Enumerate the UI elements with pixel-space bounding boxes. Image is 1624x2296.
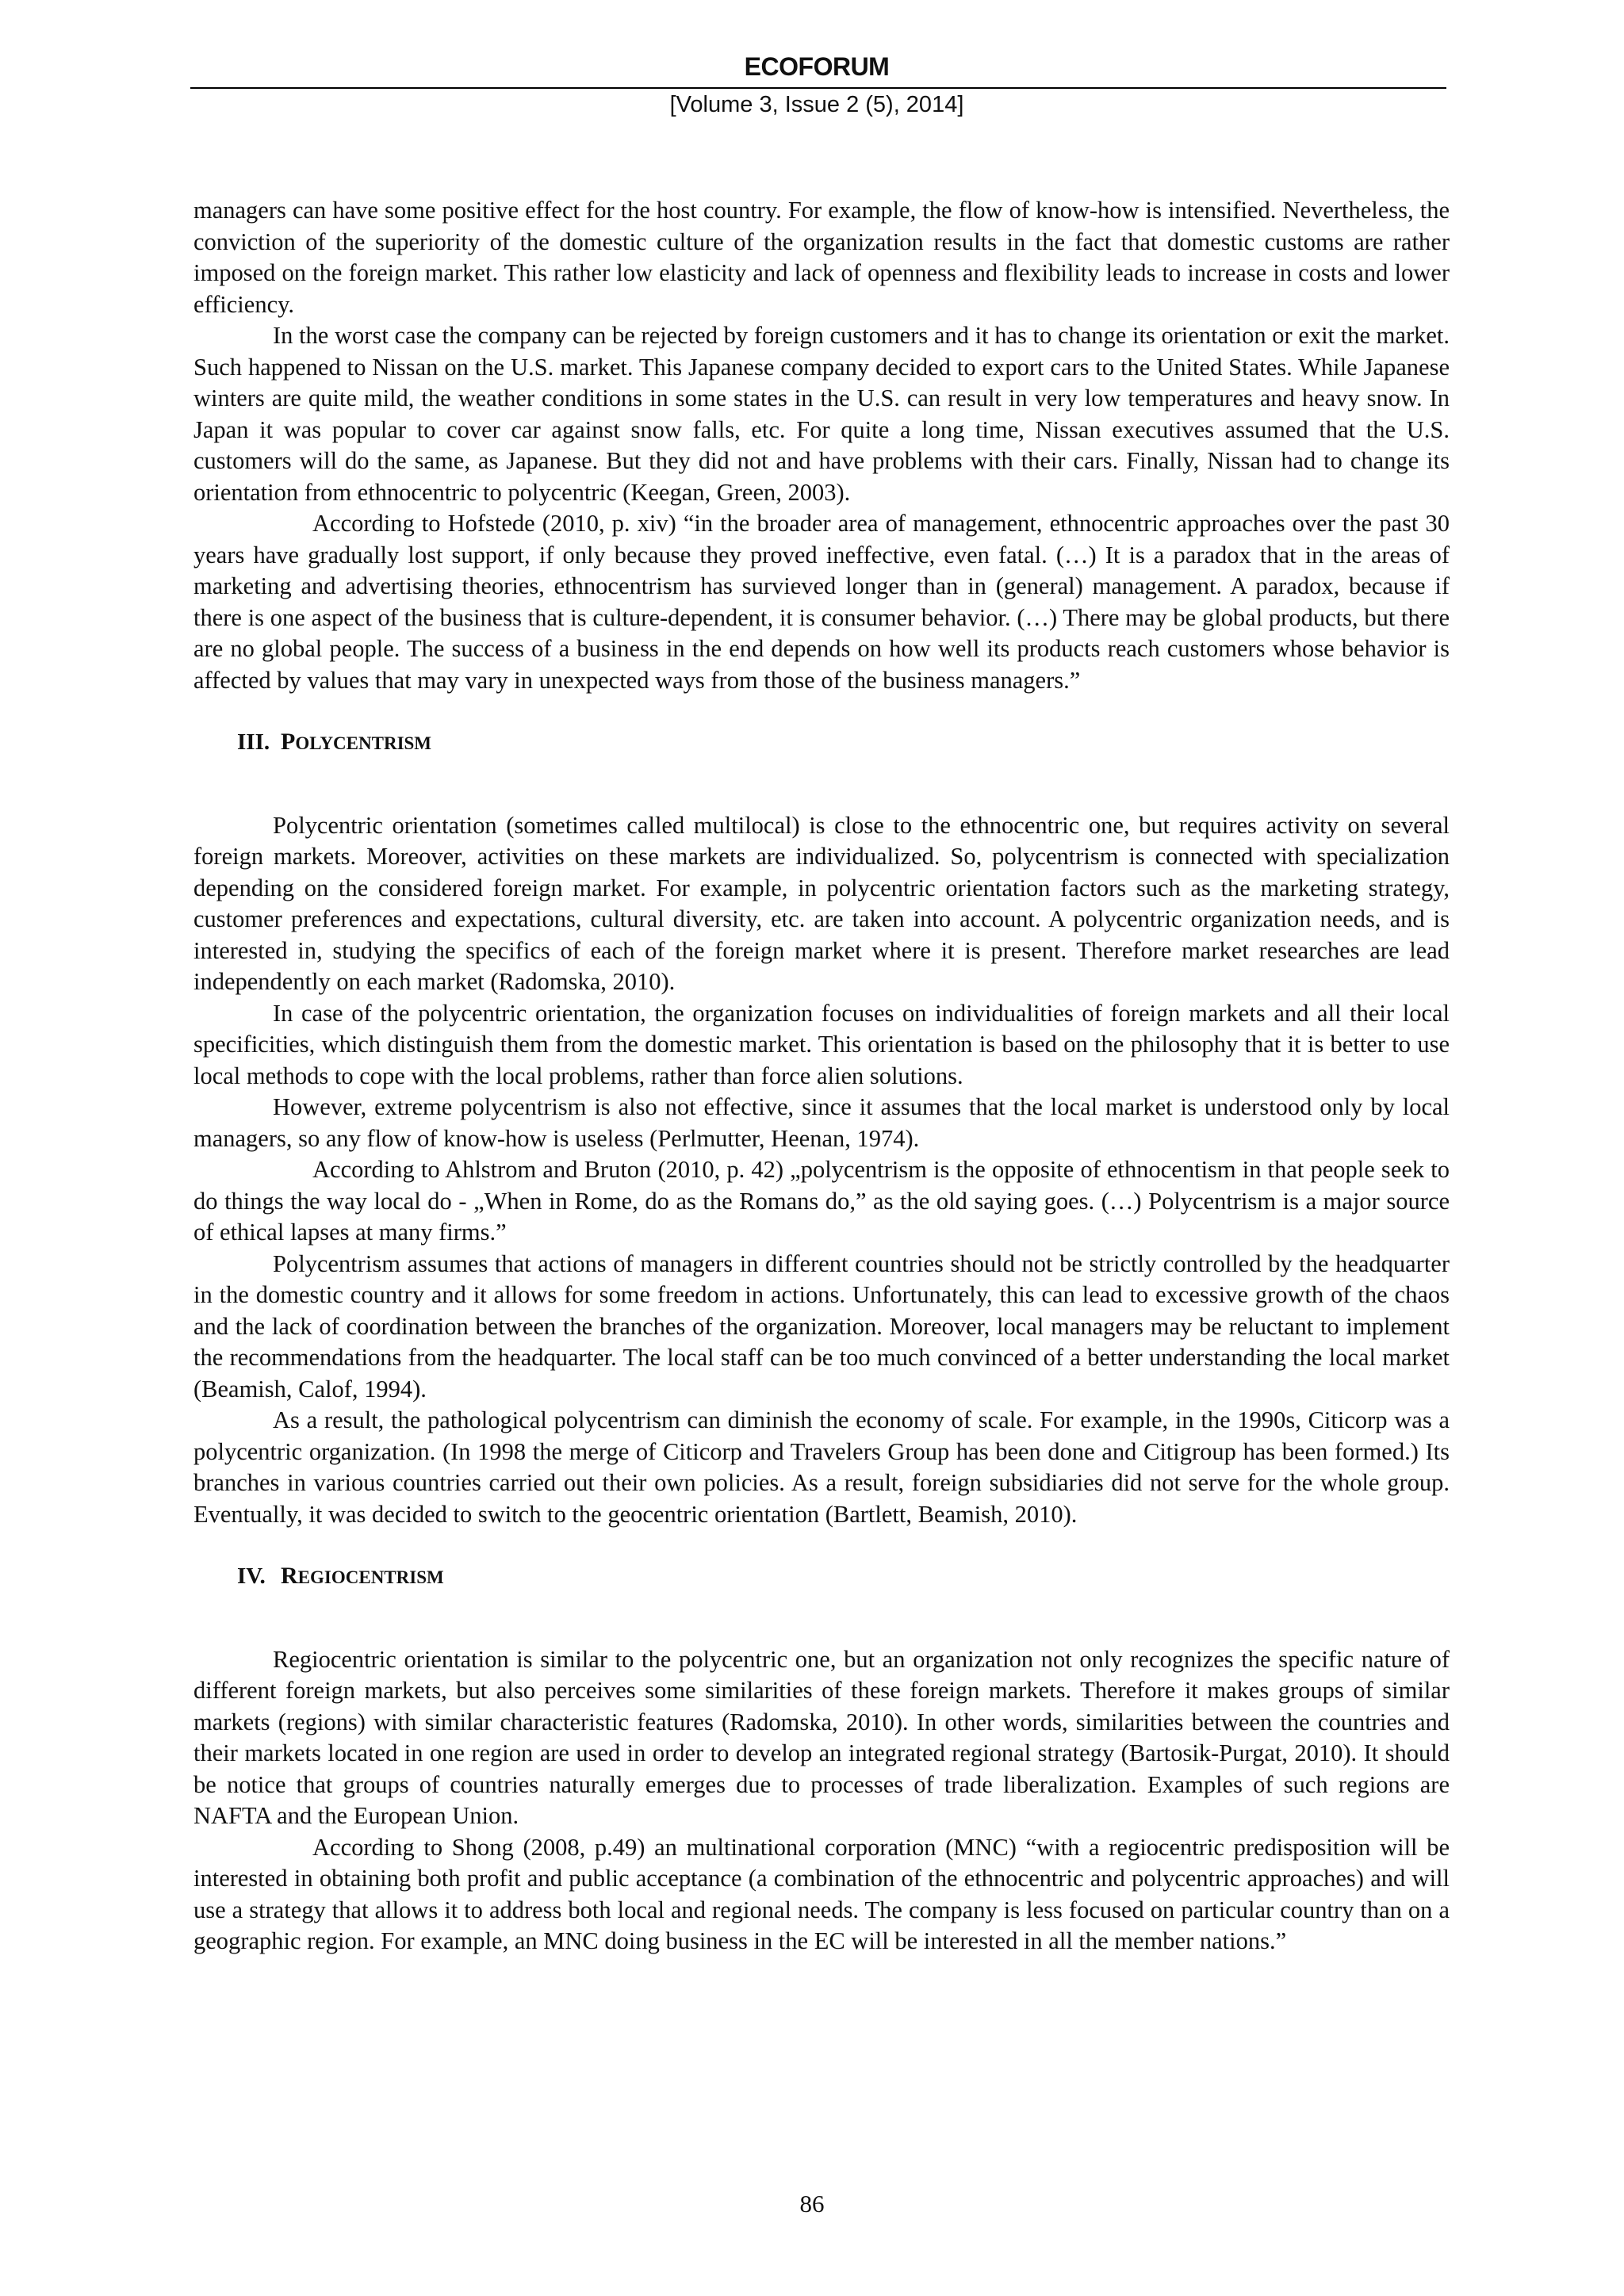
section-title-rest: OLYCENTRISM [295,733,432,753]
section-heading-regiocentrism [193,1560,1450,1594]
paragraph: Polycentric orientation (sometimes called multilocal) is close to the ethnocentric one, but requires activity on several foreign markets. Moreover, activities on these markets are individualized. So, polycentrism is connected with specialization depending on the considered foreign market. For example, in polycentric orientation factors such as the marketing strategy, customer preferences and expectations, cultural diversity, etc. are taken into account. A polycentric organization needs, and is interested in, studying the specifics of each of the foreign market where it is present. Therefore market researches are lead independently on each market (Radomska, 2010). [193,811,1450,995]
section-number: III. [237,729,270,755]
paragraph: However, extreme polycentrism is also not effective, since it assumes that the local market is understood only by local managers, so any flow of know-how is useless (Perlmutter, Heenan, 1974). [193,1093,1450,1152]
journal-title: ECOFORUM [744,52,890,81]
section-title-initial: R [281,1563,298,1589]
article-body [193,195,1450,1957]
paragraph: According to Shong (2008, p.49) an multinational corporation (MNC) “with a regiocentric predisposition will be interested in obtaining both profit and public acceptance (a combination of the ethnocentric and polycentric approaches) and will use a strategy that allows it to address both local and regional needs. The company is less focused on particular country than on a geographic region. For example, an MNC doing business in the EC will be interested in all the member nations.” [193,1833,1450,1954]
paragraph: Regiocentric orientation is similar to the polycentric one, but an organization not only recognizes the specific nature of different foreign markets, but also perceives some similarities of these foreign markets. Therefore it makes groups of similar markets (regions) with similar characteristic features (Radomska, 2010). In other words, similarities between the countries and their markets located in one region are used in order to develop an integrated regional strategy (Bartosik-Purgat, 2010). It should be notice that groups of countries naturally emerges due to processes of trade liberalization. Examples of such regions are NAFTA and the European Union. [193,1645,1450,1829]
paragraph: In the worst case the company can be rejected by foreign customers and it has to change its orientation or exit the market. Such happened to Nissan on the U.S. market. This Japanese company decided to export cars to the United States. While Japanese winters are quite mild, the weather conditions in some states in the U.S. can result in very low temperatures and heavy snow. In Japan it was popular to cover car against snow falls, etc. For quite a long time, Nissan executives assumed that the U.S. customers will do the same, as Japanese. But they did not and have problems with their cars. Finally, Nissan had to change its orientation from ethnocentric to polycentric (Keegan, Green, 2003). [193,322,1450,506]
section-heading-polycentrism [193,726,1450,760]
page-number: 86 [799,2190,825,2218]
section-title-rest: EGIOCENTRISM [297,1567,444,1587]
paragraph: In case of the polycentric orientation, the organization focuses on individualities of foreign markets and all their local specificities, which distinguish them from the domestic market. This orientation is based on the philosophy that it is better to use local methods to cope with the local problems, rather than force alien solutions. [193,999,1450,1089]
paragraph: managers can have some positive effect for the host country. For example, the flow of know-how is intensified. Nevertheless, the conviction of the superiority of the domestic culture of the organization results in the fact that domestic customs are rather imposed on the foreign market. This rather low elasticity and lack of openness and flexibility leads to increase in costs and lower efficiency. [193,197,1450,318]
journal-volume: [Volume 3, Issue 2 (5), 2014] [669,92,964,117]
paragraph: According to Hofstede (2010, p. xiv) “in the broader area of management, ethnocentric approaches over the past 30 years have gradually lost support, if only because they proved ineffective, even fatal. (…) It is a paradox that in the areas of marketing and advertising theories, ethnocentrism has survieved longer than in (general) management. A paradox, because if there is one aspect of the business that is culture-dependent, it is consumer behavior. (…) There may be global products, but there are no global people. The success of a business in the end depends on how well its products reach customers whose behavior is affected by values that may vary in unexpected ways from those of the business managers.” [193,510,1450,694]
section-title-initial: P [281,729,296,755]
section-number: IV. [237,1563,266,1589]
header-rule [190,87,1446,89]
paragraph: As a result, the pathological polycentrism can diminish the economy of scale. For example, in the 1990s, Citicorp was a polycentric organization. (In 1998 the merge of Citicorp and Travelers Group has been done and Citigroup has been formed.) Its branches in various countries carried out their own policies. As a result, foreign subsidiaries did not serve for the whole group. Eventually, it was decided to switch to the geocentric orientation (Bartlett, Beamish, 2010). [193,1406,1450,1528]
paragraph: According to Ahlstrom and Bruton (2010, p. 42) „polycentrism is the opposite of ethnocentism in that people seek to do things the way local do - „When in Rome, do as the Romans do,” as the old saying goes. (…) Polycentrism is a major source of ethical lapses at many firms.” [193,1156,1450,1246]
paragraph: Polycentrism assumes that actions of managers in different countries should not be strictly controlled by the headquarter in the domestic country and it allows for some freedom in actions. Unfortunately, this can lead to excessive growth of the chaos and the lack of coordination between the branches of the organization. Moreover, local managers may be reluctant to implement the recommendations from the headquarter. The local staff can be too much convinced of a better understanding the local market (Beamish, Calof, 1994). [193,1249,1450,1402]
